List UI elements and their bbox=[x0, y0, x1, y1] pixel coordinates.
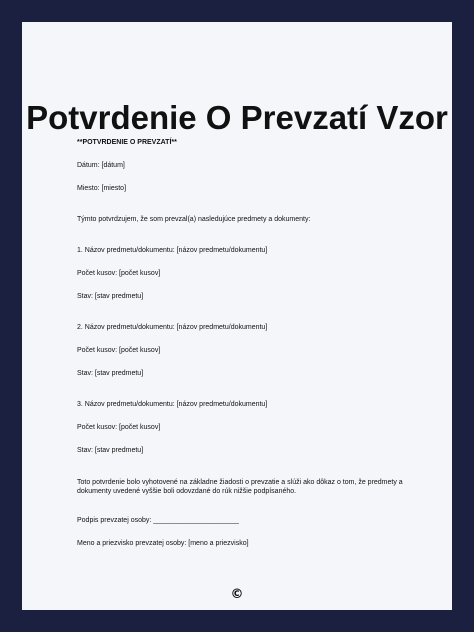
page-title: Potvrdenie O Prevzatí Vzor bbox=[26, 99, 448, 136]
item-2-count: Počet kusov: [počet kusov] bbox=[77, 347, 161, 354]
intro-text: Týmto potvrdzujem, že som prevzal(a) nasledujúce predmety a dokumenty: bbox=[77, 216, 311, 223]
item-3-count: Počet kusov: [počet kusov] bbox=[77, 424, 161, 431]
item-2-name: 2. Názov predmetu/dokumentu: [názov predmetu/dokumentu] bbox=[77, 324, 268, 331]
item-3-name: 3. Názov predmetu/dokumentu: [názov predmetu/dokumentu] bbox=[77, 401, 268, 408]
item-3-state: Stav: [stav predmetu] bbox=[77, 447, 144, 454]
copyright-icon: © bbox=[230, 587, 244, 602]
document-page bbox=[22, 22, 452, 610]
name-line: Meno a priezvisko prevzatej osoby: [meno a priezvisko] bbox=[77, 540, 249, 547]
place-line: Miesto: [miesto] bbox=[77, 185, 127, 192]
item-2-state: Stav: [stav predmetu] bbox=[77, 370, 144, 377]
item-1-name: 1. Názov predmetu/dokumentu: [názov predmetu/dokumentu] bbox=[77, 247, 268, 254]
document-heading: **POTVRDENIE O PREVZATÍ** bbox=[77, 139, 177, 146]
item-1-count: Počet kusov: [počet kusov] bbox=[77, 270, 161, 277]
closing-paragraph: Toto potvrdenie bolo vyhotovené na základne žiadosti o prevzatie a slúži ako dôkaz o tom, že predmety a dokumenty uvedené vyššie boli odovzdané do rúk nižšie podpísaného. bbox=[77, 479, 403, 495]
date-line: Dátum: [dátum] bbox=[77, 162, 125, 169]
signature-line: Podpis prevzatej osoby: ______________________ bbox=[77, 517, 239, 524]
item-1-state: Stav: [stav predmetu] bbox=[77, 293, 144, 300]
